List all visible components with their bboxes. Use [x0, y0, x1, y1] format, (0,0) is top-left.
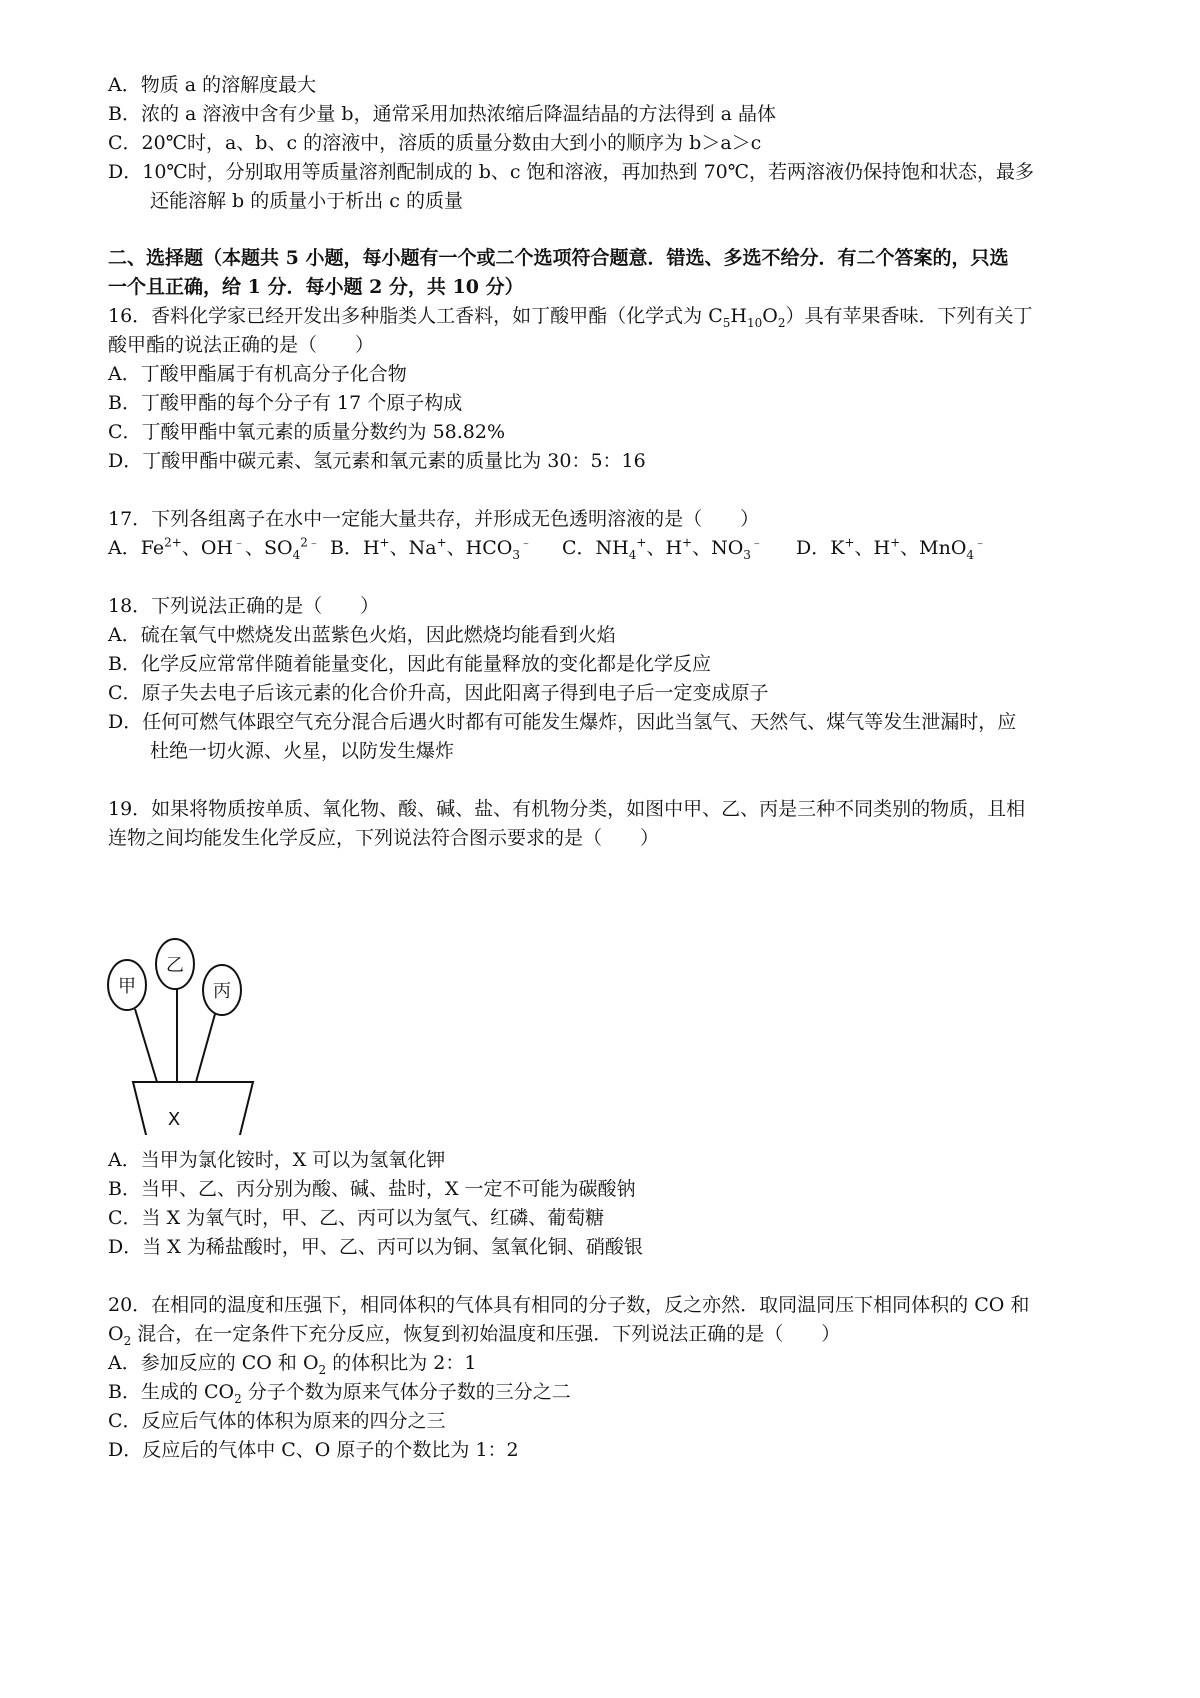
q15-option-c: C．20℃时，a、b、c 的溶液中，溶质的质量分数由大到小的顺序为 b＞a＞c	[108, 132, 762, 154]
q15-option-d: D．10℃时，分别取用等质量溶剂配制成的 b、c 饱和溶液，再加热到 70℃，若两溶液仍保持饱和状态，最多	[108, 161, 1035, 183]
q17-options	[108, 535, 1008, 563]
q17-option-a: A．$Fe^{2+}$、OH﹣、$SO_4^{2﹣}$	[108, 535, 320, 562]
label-x: X	[167, 1109, 181, 1130]
label-yi: 乙	[166, 955, 184, 976]
q17-option-d: D．K+、H+、MnO$_4$﹣	[796, 535, 987, 562]
q19-flowerpot-diagram	[105, 935, 270, 1135]
pot	[133, 1082, 253, 1135]
q15-option-d-cont: 还能溶解 b 的质量小于析出 c 的质量	[150, 190, 463, 212]
q20-option-b: B．生成的 $CO_2$ 分子个数为原来气体分子数的三分之二	[108, 1381, 571, 1406]
label-jia: 甲	[118, 976, 136, 997]
stem-bing	[196, 1014, 215, 1082]
q19-option-a: A．当甲为氯化铵时，X 可以为氢氧化钾	[108, 1149, 446, 1171]
q15-option-b: B．浓的 a 溶液中含有少量 b，通常采用加热浓缩后降温结晶的方法得到 a 晶体	[108, 103, 776, 125]
q16-stem: 16．香料化学家已经开发出多种脂类人工香料，如丁酸甲酯（化学式为 $C_5H_{10}O_2$）具有苹果香味．下列有关丁	[108, 305, 1033, 330]
q19-option-b: B．当甲、乙、丙分别为酸、碱、盐时，X 一定不可能为碳酸钠	[108, 1178, 636, 1200]
q19-option-d: D．当 X 为稀盐酸时，甲、乙、丙可以为铜、氢氧化铜、硝酸银	[108, 1236, 643, 1258]
q18-stem: 18．下列说法正确的是（ ）	[108, 595, 380, 617]
q15-option-a: A．物质 a 的溶解度最大	[108, 74, 317, 96]
q16-option-c: C．丁酸甲酯中氧元素的质量分数约为 58.82%	[108, 421, 506, 443]
q16-option-a: A．丁酸甲酯属于有机高分子化合物	[108, 363, 407, 385]
q17-option-c: C．$NH_4^+$、H+、$NO_3^﹣$	[562, 535, 763, 562]
section-heading-cont: 一个且正确，给 1 分．每小题 2 分，共 10 分）	[108, 276, 524, 298]
q19-option-c: C．当 X 为氧气时，甲、乙、丙可以为氢气、红磷、葡萄糖	[108, 1207, 605, 1229]
q18-option-c: C．原子失去电子后该元素的化合价升高，因此阳离子得到电子后一定变成原子	[108, 682, 769, 704]
q20-stem-cont: $O_2$ 混合，在一定条件下充分反应，恢复到初始温度和压强．下列说法正确的是（ ）	[108, 1323, 841, 1348]
q20-option-c: C．反应后气体的体积为原来的四分之三	[108, 1410, 446, 1432]
q18-option-a: A．硫在氧气中燃烧发出蓝紫色火焰，因此燃烧均能看到火焰	[108, 624, 616, 646]
q16-option-d: D．丁酸甲酯中碳元素、氢元素和氧元素的质量比为 30：5：16	[108, 450, 646, 472]
q17-option-b: B．H+、Na+、$HCO_3^﹣$	[330, 535, 532, 562]
label-bing: 丙	[213, 981, 231, 1002]
q20-option-a: A．参加反应的 CO 和 $O_2$ 的体积比为 2：1	[108, 1352, 477, 1377]
q18-option-b: B．化学反应常常伴随着能量变化，因此有能量释放的变化都是化学反应	[108, 653, 711, 675]
q20-option-d: D．反应后的气体中 C、O 原子的个数比为 1：2	[108, 1439, 519, 1461]
q20-stem: 20．在相同的温度和压强下，相同体积的气体具有相同的分子数，反之亦然．取同温同压下相同体积的 CO 和	[108, 1294, 1030, 1316]
section-heading: 二、选择题（本题共 5 小题，每小题有一个或二个选项符合题意．错选、多选不给分．有二个答案的，只选	[108, 247, 1009, 269]
q17-stem: 17．下列各组离子在水中一定能大量共存，并形成无色透明溶液的是（ ）	[108, 508, 760, 530]
stem-jia	[135, 1009, 157, 1082]
q16-option-b: B．丁酸甲酯的每个分子有 17 个原子构成	[108, 392, 463, 414]
q19-stem-cont: 连物之间均能发生化学反应，下列说法符合图示要求的是（ ）	[108, 827, 660, 849]
q18-option-d-cont: 杜绝一切火源、火星，以防发生爆炸	[150, 740, 455, 762]
q16-stem-cont: 酸甲酯的说法正确的是（ ）	[108, 334, 375, 356]
q19-stem: 19．如果将物质按单质、氧化物、酸、碱、盐、有机物分类，如图中甲、乙、丙是三种不同类别的物质，且相	[108, 798, 1026, 820]
q18-option-d: D．任何可燃气体跟空气充分混合后遇火时都有可能发生爆炸，因此当氢气、天然气、煤气等发生泄漏时，应	[108, 711, 1017, 733]
